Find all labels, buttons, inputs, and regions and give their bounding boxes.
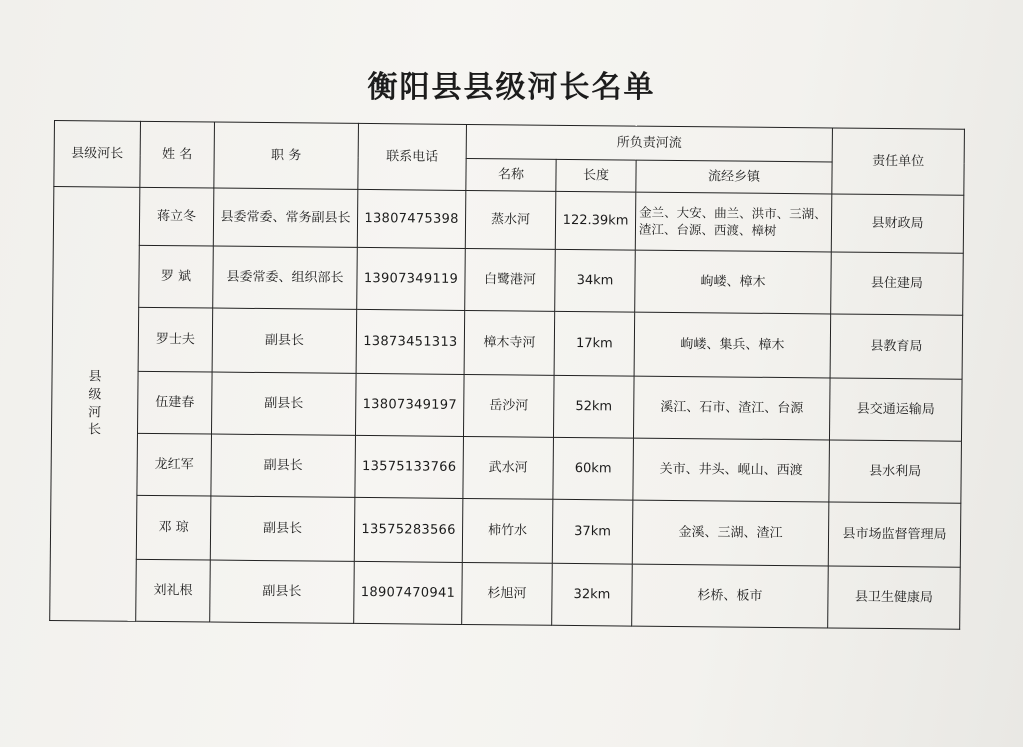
page-title: 衡阳县县级河长名单 (367, 70, 656, 105)
cell-name: 蒋立冬 (139, 187, 214, 246)
table-row (52, 306, 963, 379)
cell-position: 副县长 (211, 372, 356, 435)
cell-length: 32km (552, 563, 633, 626)
level-label-char: 级 (88, 387, 102, 403)
header-length: 长度 (556, 159, 636, 192)
cell-name: 罗士夫 (138, 307, 213, 372)
cell-name: 刘礼根 (136, 559, 211, 622)
table-row (51, 432, 962, 503)
cell-towns: 杉桥、板市 (632, 564, 829, 628)
cell-unit: 县教育局 (830, 314, 963, 379)
cell-length: 122.39km (555, 191, 636, 250)
level-label (50, 187, 140, 622)
header-position: 职 务 (214, 122, 359, 189)
cell-river: 白鹭港河 (465, 248, 556, 311)
cell-name: 伍建春 (137, 371, 212, 434)
cell-position: 副县长 (210, 496, 355, 561)
cell-unit: 县市场监督管理局 (828, 502, 961, 567)
cell-unit: 县交通运输局 (829, 378, 962, 441)
cell-name: 罗 斌 (139, 245, 214, 308)
cell-phone: 18907470941 (354, 561, 463, 624)
river-chief-table (49, 120, 965, 630)
cell-name: 邓 琼 (136, 495, 211, 560)
cell-unit: 县财政局 (831, 194, 964, 253)
cell-phone: 13873451313 (356, 309, 465, 374)
cell-river: 武水河 (463, 436, 554, 499)
header-towns: 流经乡镇 (636, 160, 832, 194)
cell-length: 34km (555, 249, 636, 312)
cell-name: 龙红军 (137, 433, 212, 496)
cell-river: 樟木寺河 (464, 310, 555, 375)
cell-length: 17km (554, 311, 635, 376)
cell-unit: 县卫生健康局 (828, 566, 961, 629)
cell-position: 副县长 (210, 560, 355, 623)
cell-position: 县委常委、组织部长 (213, 246, 358, 309)
cell-phone: 13575133766 (355, 435, 464, 498)
cell-phone: 13907349119 (357, 247, 466, 310)
cell-unit: 县住建局 (831, 252, 964, 315)
header-river-group: 所负责河流 (466, 124, 832, 162)
cell-length: 60km (553, 437, 634, 500)
cell-length: 37km (552, 499, 633, 564)
cell-river: 蒸水河 (465, 190, 556, 249)
cell-towns: 金溪、三湖、渣江 (632, 500, 829, 566)
cell-river: 杉旭河 (462, 562, 553, 625)
cell-phone: 13807475398 (357, 189, 466, 248)
cell-position: 县委常委、常务副县长 (213, 188, 358, 247)
level-label-char: 长 (87, 422, 102, 438)
cell-position: 副县长 (211, 434, 356, 497)
header-river-name: 名称 (466, 158, 556, 191)
cell-towns: 岣嵝、集兵、樟木 (634, 312, 831, 378)
header-phone: 联系电话 (358, 123, 467, 190)
cell-position: 副县长 (212, 308, 357, 373)
table-row (53, 244, 964, 315)
cell-towns: 关市、井头、岘山、西渡 (633, 438, 830, 502)
cell-river: 岳沙河 (463, 374, 554, 437)
table-row (53, 187, 964, 254)
level-label-char: 县 (88, 369, 102, 385)
cell-phone: 13807349197 (355, 373, 464, 436)
header-row-1 (54, 121, 964, 164)
level-label-char: 河 (88, 404, 102, 420)
cell-towns: 溪江、石市、渣江、台源 (633, 376, 830, 440)
table-row (50, 494, 961, 567)
header-name: 姓 名 (140, 121, 215, 188)
header-level: 县级河长 (54, 121, 141, 188)
cell-towns: 金兰、大安、曲兰、洪市、三湖、渣江、台源、西渡、樟树 (635, 192, 832, 252)
table-row (52, 370, 963, 441)
table-row (50, 558, 961, 629)
cell-phone: 13575283566 (354, 497, 463, 562)
header-unit: 责任单位 (832, 128, 965, 195)
cell-unit: 县水利局 (829, 440, 962, 503)
cell-towns: 岣嵝、樟木 (635, 250, 832, 314)
cell-river: 柿竹水 (462, 498, 553, 563)
cell-length: 52km (553, 375, 634, 438)
